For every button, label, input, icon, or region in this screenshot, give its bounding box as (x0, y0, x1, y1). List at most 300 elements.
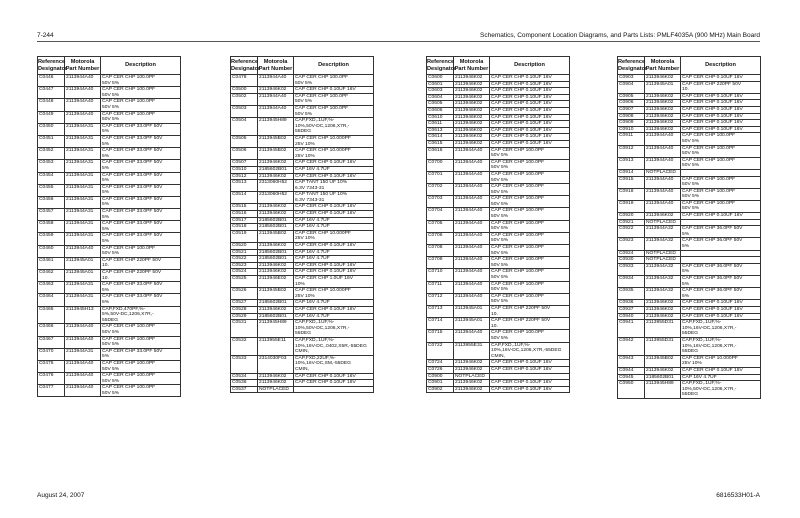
part-number-cell: 2113944A40 (65, 75, 101, 87)
ref-designator-cell: C0478 (231, 75, 258, 87)
part-number-cell: 2113944A40 (65, 373, 101, 385)
part-number-cell: 2113955E31 (454, 342, 490, 360)
part-number-cell: 2113944A31 (65, 184, 101, 196)
description-cell: CAP CER CHP 10.000PF 25V 10% (681, 355, 761, 367)
table-row (618, 145, 761, 157)
table-row (231, 192, 374, 204)
part-number-cell: 2113944A40 (645, 176, 681, 188)
ref-designator-cell: C0510 (231, 166, 258, 173)
table-row (231, 380, 374, 387)
part-number-cell: 2113944A40 (645, 200, 681, 212)
ref-designator-cell: C0943 (618, 355, 645, 367)
ref-designator-cell: C0451 (38, 135, 65, 147)
ref-designator-cell: C0504 (231, 118, 258, 136)
description-cell: CAP CER CHP 1.0UF 16V 10% (294, 276, 374, 288)
part-number-cell: 2113945A01 (645, 81, 681, 93)
description-cell: CAP CER CHP 0.10UF 16V (681, 120, 761, 127)
table-row (38, 196, 181, 208)
ref-designator-cell: C0520 (231, 243, 258, 250)
ref-designator-cell: C0914 (618, 169, 645, 176)
part-number-cell: 2113944A32 (645, 288, 681, 300)
table-row (231, 320, 374, 338)
part-number-cell: 2113944A40 (454, 208, 490, 220)
ref-designator-cell: C0726 (427, 366, 454, 373)
part-number-cell: 2113946K02 (454, 366, 490, 373)
table-row (231, 276, 374, 288)
table-row (427, 293, 570, 305)
part-number-cell: 2113944A31 (65, 172, 101, 184)
table-row (427, 257, 570, 269)
description-cell: CAP CER CHP 220PF 50V 10. (490, 305, 570, 317)
part-number-cell: 2113946K02 (454, 75, 490, 82)
table-row (231, 337, 374, 355)
part-number-cell: 2113944A31 (65, 282, 101, 294)
ref-designator-cell: C0529 (231, 313, 258, 320)
table-row (38, 294, 181, 306)
description-cell: CAP CER CHP 0.10UF 16V (490, 101, 570, 108)
table-row (38, 123, 181, 135)
description-cell: CAP CER CHP 100.0PF 50V 5% (101, 245, 181, 257)
parts-table (230, 56, 374, 393)
ref-designator-cell: C0475 (38, 360, 65, 372)
table-row (618, 263, 761, 275)
ref-designator-cell: C0448 (38, 99, 65, 111)
table-row (618, 106, 761, 113)
ref-designator-cell: C0521 (231, 249, 258, 256)
table-row (231, 166, 374, 173)
table-row (618, 219, 761, 226)
table-row (231, 87, 374, 94)
ref-designator-cell: C0461 (38, 257, 65, 269)
ref-designator-cell: C0920 (618, 213, 645, 220)
part-number-cell: 2185602B01 (258, 217, 294, 224)
ref-designator-cell: C0936 (618, 300, 645, 307)
ref-designator-cell: C0712 (427, 293, 454, 305)
table-row (231, 148, 374, 160)
description-cell: CAP CER CHP 100.0PF 50V 5% (101, 385, 181, 397)
description-cell: CAP CER CHP 100.0PF 50V 5% (490, 220, 570, 232)
table-row (38, 148, 181, 160)
description-cell: CAP CER CHP 0.10UF 16V (294, 204, 374, 211)
table-row (38, 257, 181, 269)
description-cell: CAP CER CHP 33.0PF 50V 5% (101, 196, 181, 208)
table-row (38, 385, 181, 397)
ref-designator-cell: C0913 (618, 157, 645, 169)
ref-designator-cell: C0532 (231, 337, 258, 355)
part-number-cell: 2113944A40 (645, 145, 681, 157)
part-number-cell: 2113946K02 (258, 306, 294, 313)
table-row (618, 367, 761, 374)
ref-designator-cell: C0600 (427, 75, 454, 82)
description-cell: CAP CER CHP 100.0PF 50V 5% (681, 157, 761, 169)
description-cell: CAP CER CHP 0.10UF 16V (681, 113, 761, 120)
part-number-cell: 2113946K02 (454, 134, 490, 141)
part-number-cell: 2113944A40 (65, 385, 101, 397)
ref-designator-cell: C0601 (427, 81, 454, 88)
description-cell: CAP CER CHP 0.10UF 16V (681, 306, 761, 313)
part-number-header: Motorola Part Number (65, 57, 101, 75)
table-row (38, 373, 181, 385)
ref-designator-cell: C0703 (427, 196, 454, 208)
part-number-cell: 2113945H89 (258, 320, 294, 338)
table-row (38, 348, 181, 360)
ref-designator-cell: C0446 (38, 75, 65, 87)
description-cell: CAP CER CHP 100.0PF 50V 5% (101, 324, 181, 336)
ref-designator-cell: C0924 (618, 250, 645, 257)
table-row (427, 171, 570, 183)
table-row (618, 300, 761, 307)
description-cell: CAP,FXD,.1UF,%- 10%,16V-DC,.0402,X5R,-55DEG CMIN, (294, 337, 374, 355)
table-row (618, 176, 761, 188)
table-row (427, 373, 570, 380)
part-number-cell: 2113944A40 (258, 105, 294, 117)
description-cell: CAP CER CHP 33.0PF 50V 5% (101, 221, 181, 233)
ref-designator-cell: C0467 (38, 336, 65, 348)
description-cell: CAP CER CHP 0.10UF 16V (294, 211, 374, 218)
ref-designator-cell: C0603 (427, 88, 454, 95)
description-cell: CAP CER CHP 100.0PF 50V 5% (101, 99, 181, 111)
description-cell: CAP CER CHP 220PF 50V 10. (681, 81, 761, 93)
table-row (618, 355, 761, 367)
description-cell: CAP CER CHP 0.10UF 16V (681, 126, 761, 133)
table-row (38, 99, 181, 111)
table-header-row (618, 57, 761, 75)
description-cell: CAP CER CHP 0.10UF 16V (294, 380, 374, 387)
table-row (427, 75, 570, 82)
part-number-cell: 2113944A40 (258, 93, 294, 105)
description-cell: CAP CER CHP 0.10UF 16V (490, 380, 570, 387)
table-row (618, 157, 761, 169)
footer-doc-number: 6816533H01-A (716, 492, 760, 499)
part-number-cell: 2113944A32 (645, 276, 681, 288)
ref-designator-cell: C0704 (427, 208, 454, 220)
ref-designator-cell: C0454 (38, 172, 65, 184)
part-number-cell: 2113955E11 (258, 337, 294, 355)
part-number-cell: 2113946K02 (454, 386, 490, 393)
ref-designator-cell: C0944 (618, 367, 645, 374)
ref-designator-cell: C0460 (38, 245, 65, 257)
parts-table-column-4 (617, 56, 760, 399)
parts-table (617, 56, 761, 399)
ref-designator-cell: C0514 (231, 192, 258, 204)
table-header-row (231, 57, 374, 75)
description-cell: CAP CER CHP 0.10UF 16V (490, 88, 570, 95)
table-row (427, 140, 570, 147)
description-cell: CAP CER CHP 36.0PF 50V 5% (681, 288, 761, 300)
table-row (38, 160, 181, 172)
part-number-cell: 2113946K02 (258, 160, 294, 167)
table-row (231, 355, 374, 373)
table-row (231, 93, 374, 105)
part-number-cell: 2313060H52 (258, 180, 294, 192)
ref-designator-cell: C0904 (618, 81, 645, 93)
part-number-cell: 2113944A40 (65, 360, 101, 372)
table-row (231, 313, 374, 320)
ref-designator-cell: C0449 (38, 111, 65, 123)
part-number-cell: 2113944A40 (454, 196, 490, 208)
table-row (427, 245, 570, 257)
description-cell: CAP CER CHP 0.10UF 16V (490, 114, 570, 121)
table-row (427, 94, 570, 101)
part-number-cell: 2113944A40 (65, 336, 101, 348)
part-number-cell: 2113946K02 (645, 106, 681, 113)
table-row (618, 81, 761, 93)
description-cell: CAP,FXD,.1UF,%- 10%,50V-DC,1206,X7R,- 55DEG (294, 118, 374, 136)
part-number-cell: 2113946K02 (258, 211, 294, 218)
description-cell: CAP CER CHP 33.0PF 50V 5% (101, 348, 181, 360)
description-cell: CAP CER CHP 100.0PF 50V 5% (681, 188, 761, 200)
table-row (427, 386, 570, 393)
table-row (427, 281, 570, 293)
description-cell: CAP CER CHP 0.10UF 16V (294, 262, 374, 269)
description-header: Description (490, 57, 570, 75)
ref-designator-cell: C0910 (618, 126, 645, 133)
table-row (618, 169, 761, 176)
description-cell (490, 373, 570, 380)
description-cell: CAP,FXD,.1UF,%- 10%,16V-DC,1206,X7R,-55DEG CMIN, (490, 342, 570, 360)
ref-designator-cell: C0477 (38, 385, 65, 397)
table-row (38, 209, 181, 221)
table-row (618, 120, 761, 127)
part-number-cell: 2113946K02 (645, 100, 681, 107)
part-number-cell: 2113955D31 (645, 337, 681, 355)
part-number-cell: NOTPLACED (645, 250, 681, 257)
table-row (427, 81, 570, 88)
table-row (618, 381, 761, 399)
table-row (231, 160, 374, 167)
table-row (427, 232, 570, 244)
part-number-cell: 2113944A40 (258, 75, 294, 87)
description-cell: CAP CER CHP 0.10UF 16V (490, 121, 570, 128)
table-row (427, 220, 570, 232)
ref-designator-cell: C0708 (427, 245, 454, 257)
part-number-cell: 2113944A32 (645, 263, 681, 275)
part-number-cell: 2185602B01 (645, 374, 681, 381)
ref-designator-cell: C0722 (427, 342, 454, 360)
table-row (427, 101, 570, 108)
ref-designator-header: Reference Designator (427, 57, 454, 75)
ref-designator-cell: C0528 (231, 306, 258, 313)
ref-designator-cell: C0606 (427, 107, 454, 114)
description-cell: CAP CER CHP 33.0PF 50V 5% (101, 184, 181, 196)
part-number-cell: 2113946K02 (258, 204, 294, 211)
description-cell: CAP CER CHP 0.10UF 16V (681, 367, 761, 374)
part-number-cell: 2113944A40 (454, 281, 490, 293)
ref-designator-header: Reference Designator (618, 57, 645, 75)
ref-designator-cell: C0526 (231, 288, 258, 300)
description-cell: CAP CER CHP 33.0PF 50V 5% (101, 148, 181, 160)
description-header: Description (294, 57, 374, 75)
part-number-cell: 2113945A01 (454, 318, 490, 330)
description-cell: CAP 16V 4.7UF (681, 374, 761, 381)
part-number-cell: 2113944A31 (65, 123, 101, 135)
table-row (38, 111, 181, 123)
part-number-cell: 2113944A40 (454, 330, 490, 342)
part-number-cell: 2113944A32 (645, 238, 681, 250)
part-number-cell: 2113944A31 (65, 348, 101, 360)
part-number-cell: 2113946K02 (454, 121, 490, 128)
description-cell: CAP CER CHP 100.0PF 50V 5% (490, 293, 570, 305)
parts-table (37, 56, 181, 397)
description-cell: CAP CER CHP 100.0PF 50V 5% (490, 269, 570, 281)
description-cell: CAP CER CHP 100.0PF 50V 5% (490, 330, 570, 342)
part-number-cell: 2113946K02 (645, 113, 681, 120)
ref-designator-cell: C0702 (427, 184, 454, 196)
part-number-cell: 2113944A40 (454, 159, 490, 171)
part-number-cell: 2113944A40 (454, 293, 490, 305)
ref-designator-cell: C0610 (427, 114, 454, 121)
description-cell: CAP CER CHP 0.10UF 16V (490, 81, 570, 88)
table-row (427, 184, 570, 196)
part-number-cell: 2113944A40 (65, 99, 101, 111)
ref-designator-cell: C0706 (427, 232, 454, 244)
table-row (231, 230, 374, 242)
table-row (618, 276, 761, 288)
header-rule (37, 41, 760, 42)
description-cell: CAP CER CHP 33.0PF 50V 5% (101, 123, 181, 135)
description-cell: CAP CER CHP 100.0PF 50V 5% (101, 111, 181, 123)
description-cell: CAP 16V 4.7UF (294, 166, 374, 173)
description-cell: CAP CER CHP 0.10UF 16V (294, 173, 374, 180)
description-cell: CAP CER CHP 0.10UF 16V (490, 127, 570, 134)
part-number-cell: 2113944A40 (454, 257, 490, 269)
part-number-cell: 2113945H89 (645, 381, 681, 399)
table-row (231, 386, 374, 393)
part-number-cell: 2113946K02 (454, 88, 490, 95)
ref-designator-cell: C0901 (427, 380, 454, 387)
ref-designator-header: Reference Designator (231, 57, 258, 75)
ref-designator-cell: C0941 (618, 320, 645, 338)
table-row (38, 282, 181, 294)
table-row (427, 208, 570, 220)
ref-designator-cell: C0908 (618, 113, 645, 120)
ref-designator-cell: C0463 (38, 282, 65, 294)
ref-designator-cell: C0705 (427, 220, 454, 232)
description-cell: CAP CER CHP 220PF 50V 10. (101, 257, 181, 269)
part-number-cell: 2185602B01 (258, 300, 294, 307)
ref-designator-cell: C0907 (618, 106, 645, 113)
table-row (618, 257, 761, 264)
description-cell: CAP,FXD,.1UF,%- 10%,50V-DC,1206,X7R,- 55DEG (681, 381, 761, 399)
ref-designator-cell: C0945 (618, 374, 645, 381)
description-cell (681, 169, 761, 176)
ref-designator-cell: C0506 (231, 148, 258, 160)
ref-designator-cell: C0512 (231, 173, 258, 180)
description-cell: CAP CER CHP 100.0PF 50V 5% (294, 75, 374, 87)
description-cell: CAP CER CHP 220PF 50V 10. (490, 318, 570, 330)
description-cell: CAP 16V 4.7UF (294, 313, 374, 320)
part-number-cell: 2113944A31 (65, 148, 101, 160)
table-row (231, 180, 374, 192)
table-row (427, 269, 570, 281)
part-number-cell: 2113946K02 (645, 93, 681, 100)
ref-designator-cell: C0604 (427, 94, 454, 101)
table-row (427, 134, 570, 141)
part-number-cell: 2113944A40 (454, 171, 490, 183)
ref-designator-cell: C0534 (231, 373, 258, 380)
part-number-cell: 2113946K02 (258, 269, 294, 276)
part-number-cell: 2113946K02 (454, 114, 490, 121)
table-row (427, 196, 570, 208)
part-number-cell: 2113945B02 (258, 135, 294, 147)
description-cell: CAP CER CHP 33.0PF 50V 5% (101, 294, 181, 306)
table-row (231, 288, 374, 300)
ref-designator-cell: C0903 (618, 75, 645, 82)
description-cell: CAP CER CHP 100.0PF 50V 5% (681, 200, 761, 212)
part-number-cell: 2113945B02 (258, 148, 294, 160)
ref-designator-cell: C0519 (231, 230, 258, 242)
table-row (618, 250, 761, 257)
page-number: 7-244 (37, 32, 54, 39)
table-row (618, 75, 761, 82)
table-row (618, 213, 761, 220)
ref-designator-cell: C0616 (427, 147, 454, 159)
table-row (231, 211, 374, 218)
table-row (427, 360, 570, 367)
part-number-header: Motorola Part Number (454, 57, 490, 75)
ref-designator-cell: C0502 (231, 93, 258, 105)
table-row (231, 75, 374, 87)
part-number-cell: 2113946K02 (258, 373, 294, 380)
ref-designator-cell: C0450 (38, 123, 65, 135)
description-cell: CAP CER CHP 33.0PF 50V 5% (101, 172, 181, 184)
description-cell: CAP CER CHP 0.10UF 16V (681, 106, 761, 113)
description-cell: CAP CER CHP 36.0PF 50V 5% (681, 276, 761, 288)
table-row (231, 373, 374, 380)
part-number-cell: 2113946K02 (645, 75, 681, 82)
ref-designator-cell: C0537 (231, 386, 258, 393)
ref-designator-cell: C0921 (618, 219, 645, 226)
part-number-cell: 2113946K02 (258, 173, 294, 180)
part-number-cell: 2113946K02 (645, 213, 681, 220)
description-cell: CAP CER CHP 100.0PF 50V 5% (490, 184, 570, 196)
ref-designator-cell: C0462 (38, 270, 65, 282)
part-number-cell: 2113944A31 (65, 209, 101, 221)
page-header-title: Schematics, Component Location Diagrams, and Parts Lists: PMLF4035A (900 MHz) Main Board (480, 32, 760, 39)
part-number-cell: 2113945A01 (65, 270, 101, 282)
ref-designator-cell: C0911 (618, 133, 645, 145)
ref-designator-cell: C0452 (38, 148, 65, 160)
ref-designator-cell: C0912 (618, 145, 645, 157)
parts-table-column-1 (37, 56, 180, 397)
part-number-cell: 2113946K02 (645, 126, 681, 133)
description-cell: CAP CER CHP 33.0PF 50V 5% (101, 160, 181, 172)
ref-designator-cell: C0918 (618, 188, 645, 200)
table-header-row (38, 57, 181, 75)
ref-designator-cell: C0615 (427, 140, 454, 147)
part-number-cell: 2113944A40 (454, 232, 490, 244)
table-row (618, 133, 761, 145)
description-cell: CAP CER CHP 0.10UF 16V (681, 300, 761, 307)
part-number-header: Motorola Part Number (645, 57, 681, 75)
description-cell: CAP CER CHP 0.10UF 16V (294, 87, 374, 94)
description-cell: CAP CER CHP 100.0PF 50V 5% (490, 208, 570, 220)
description-cell: CAP CER CHP 100.0PF 50V 5% (101, 336, 181, 348)
ref-designator-cell: C0500 (231, 87, 258, 94)
part-number-cell: 2113946K02 (645, 306, 681, 313)
ref-designator-cell: C0930 (618, 257, 645, 264)
description-cell: CAP CER CHP 0.10UF 16V (490, 107, 570, 114)
part-number-cell: 2113946K02 (454, 127, 490, 134)
part-number-cell: 2113946K02 (258, 243, 294, 250)
table-row (231, 256, 374, 263)
part-number-cell: 2113945H89 (258, 118, 294, 136)
part-number-cell: 2113946K02 (258, 380, 294, 387)
description-cell: CAP CER CHP 33.0PF 50V 5% (101, 233, 181, 245)
description-cell: CAP CER CHP 0.10UF 16V (490, 366, 570, 373)
ref-designator-cell: C0700 (427, 159, 454, 171)
part-number-cell: 2113944A40 (645, 188, 681, 200)
